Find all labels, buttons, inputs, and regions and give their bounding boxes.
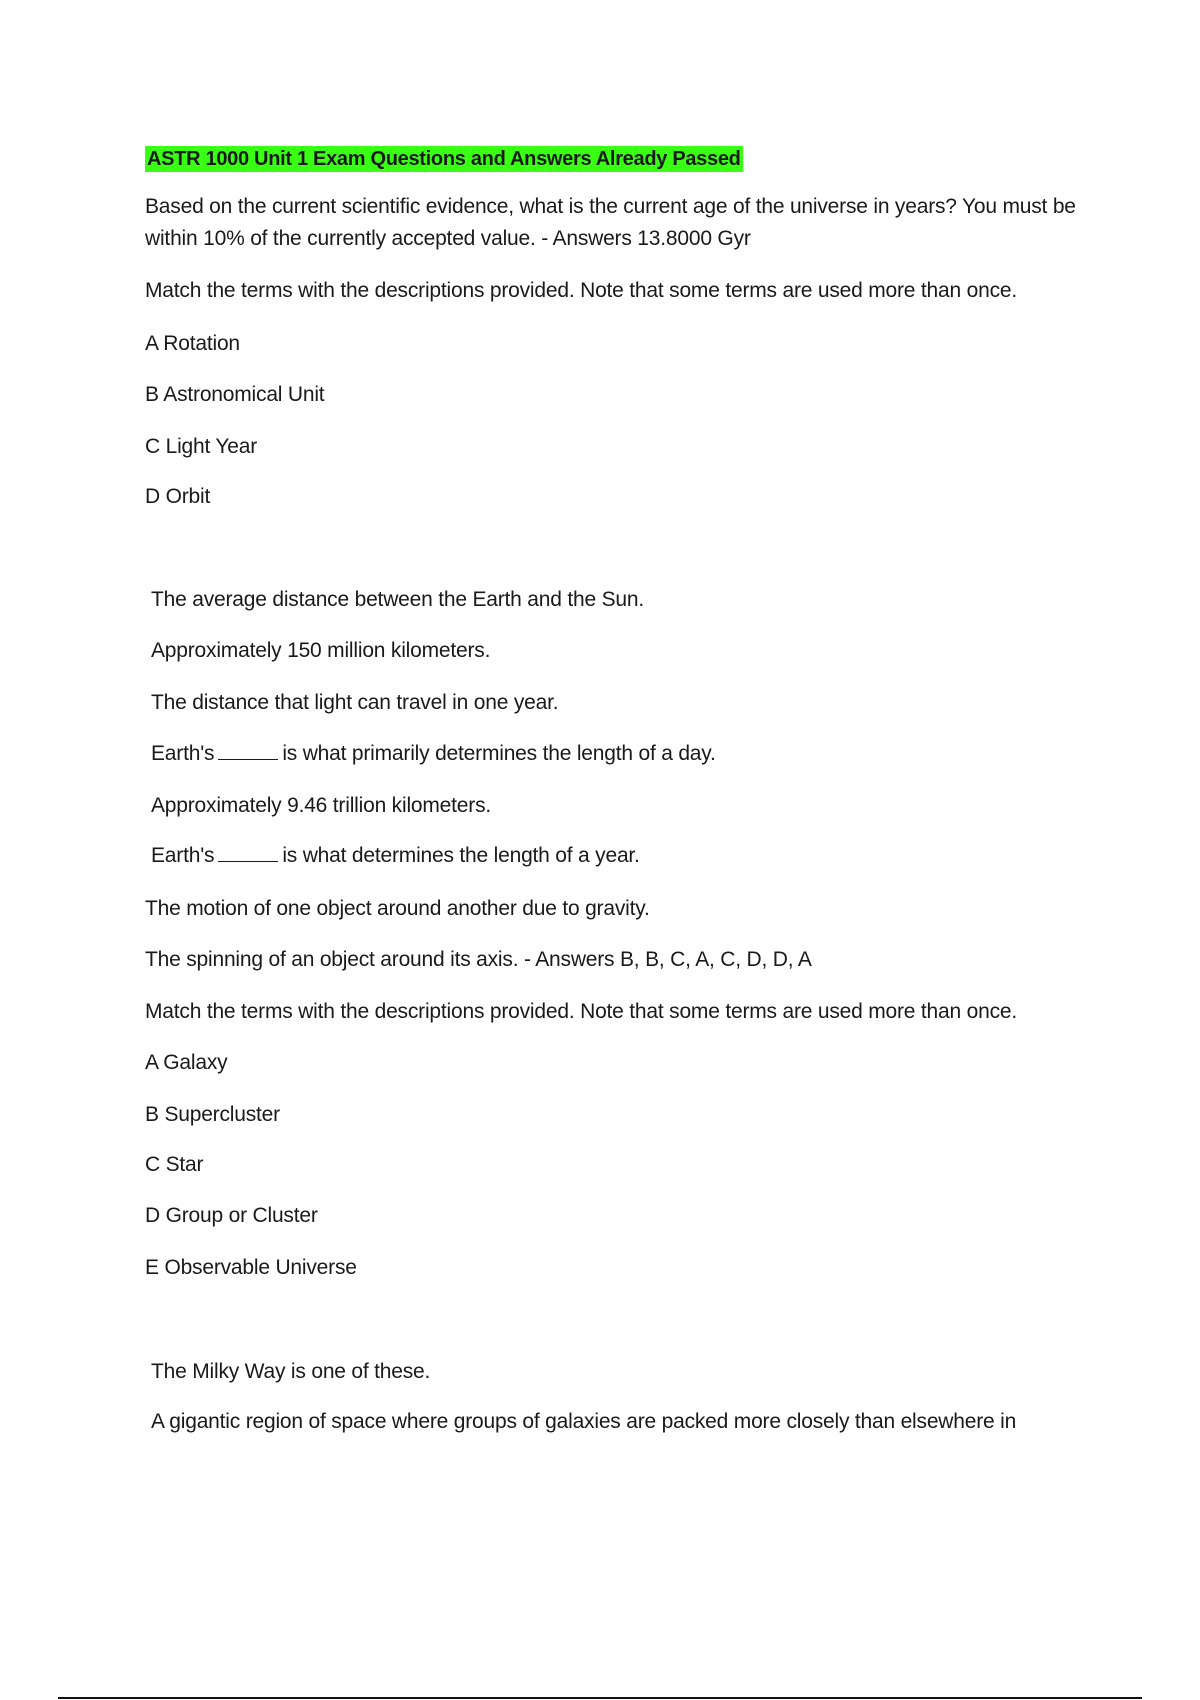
term-c-light-year: C Light Year [145, 435, 258, 458]
term-b-supercluster: B Supercluster [145, 1103, 280, 1126]
term-d-group-or-cluster: D Group or Cluster [145, 1204, 318, 1227]
term-c-star: C Star [145, 1153, 204, 1176]
description-length-of-day [151, 738, 716, 770]
term-b-astronomical-unit: B Astronomical Unit [145, 383, 325, 406]
description-milky-way: The Milky Way is one of these. [151, 1360, 431, 1383]
blank-prefix: Earth's [151, 844, 215, 867]
description-9-46-trillion-km: Approximately 9.46 trillion kilometers. [151, 794, 492, 817]
blank-suffix: is what primarily determines the length of a day. [282, 742, 716, 765]
term-e-observable-universe: E Observable Universe [145, 1256, 357, 1279]
fill-in-blank [218, 861, 278, 862]
blank-prefix: Earth's [151, 742, 215, 765]
description-length-of-year [151, 840, 640, 872]
term-a-galaxy: A Galaxy [145, 1051, 228, 1074]
description-rotation-answers: The spinning of an object around its axis. - Answers B, B, C, A, C, D, D, A [145, 948, 812, 971]
match-prompt-1: Match the terms with the descriptions provided. Note that some terms are used more than once. [145, 279, 1017, 302]
description-supercluster-region: A gigantic region of space where groups of galaxies are packed more closely than elsewhere in [151, 1410, 1017, 1433]
description-150-million-km: Approximately 150 million kilometers. [151, 639, 491, 662]
description-au-average-distance: The average distance between the Earth and the Sun. [151, 588, 644, 611]
description-orbit-motion: The motion of one object around another due to gravity. [145, 897, 650, 920]
document-title: ASTR 1000 Unit 1 Exam Questions and Answers Already Passed [147, 148, 741, 170]
description-light-distance-year: The distance that light can travel in one year. [151, 691, 559, 714]
term-d-orbit: D Orbit [145, 485, 211, 508]
footer-divider [58, 1697, 1142, 1699]
match-prompt-2: Match the terms with the descriptions provided. Note that some terms are used more than once. [145, 1000, 1017, 1023]
question-age-of-universe: Based on the current scientific evidence, what is the current age of the universe in years? You must be within 10% of the currently accepted value. - Answers 13.8000 Gyr [145, 195, 1076, 250]
blank-suffix: is what determines the length of a year. [282, 844, 640, 867]
term-a-rotation: A Rotation [145, 332, 240, 355]
fill-in-blank [218, 759, 278, 760]
